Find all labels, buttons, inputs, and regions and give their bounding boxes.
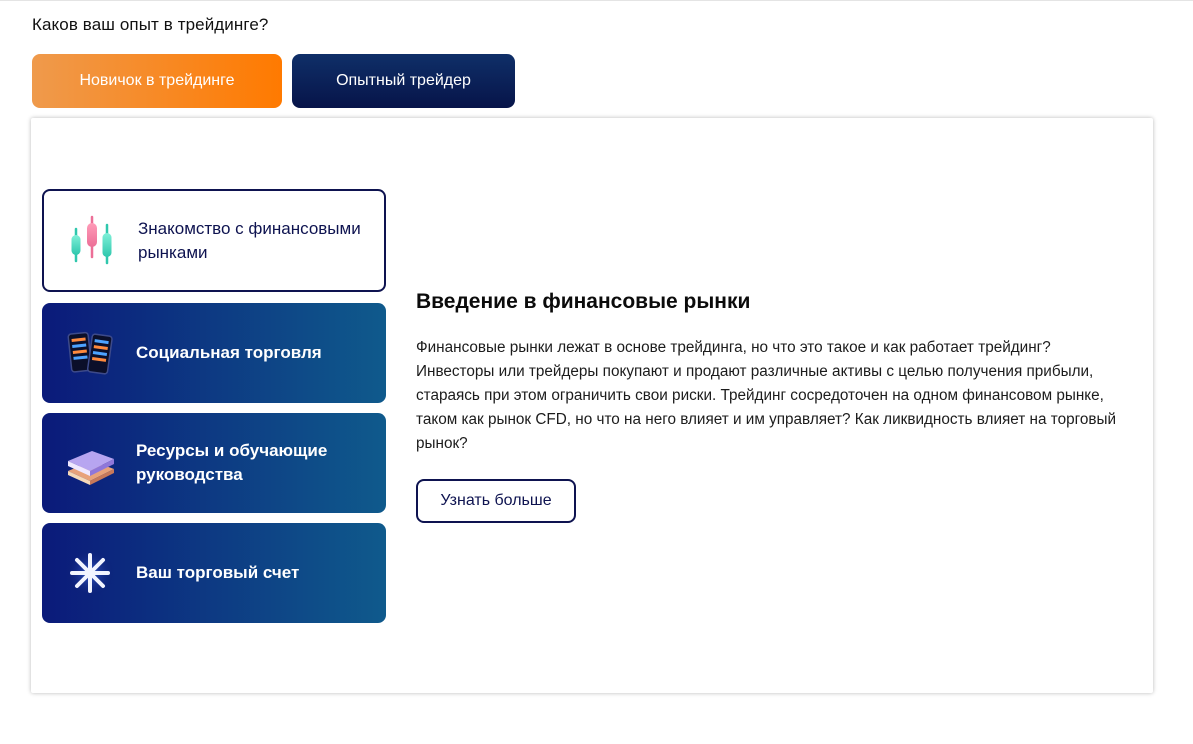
books-icon: [62, 435, 118, 491]
experienced-trader-button[interactable]: Опытный трейдер: [292, 54, 515, 108]
beginner-button[interactable]: Новичок в трейдинге: [32, 54, 282, 108]
learn-more-button[interactable]: Узнать больше: [416, 479, 576, 523]
experience-question: Каков ваш опыт в трейдинге?: [32, 15, 269, 34]
candlestick-chart-icon: [64, 213, 120, 269]
topic-label: Ресурсы и обучающие руководства: [136, 441, 328, 484]
content-body: Финансовые рынки лежат в основе трейдинга, но что это такое и как работает трейдинг? Инвесторы или трейдеры покупают и продают различные активы с целью получения прибыли, стараясь при этом ограничить свои риски. Трейдинг сосредоточен на одном финансовом рынке, таком как рынок CFD, но что на него влияет и им управляет? Как ликвидность влияет на торговый рынок?: [416, 339, 1117, 452]
asterisk-icon: [62, 545, 118, 601]
topic-financial-markets[interactable]: [42, 189, 386, 292]
content-panel: [31, 118, 1153, 693]
topic-social-trading[interactable]: [42, 303, 386, 403]
topic-resources-guides[interactable]: [42, 413, 386, 513]
topic-trading-account[interactable]: [42, 523, 386, 623]
phones-icon: [62, 325, 118, 381]
content-title: Введение в финансовые рынки: [416, 290, 751, 313]
topic-label: Социальная торговля: [136, 343, 322, 362]
topic-label: Знакомство с финансовыми рынками: [138, 218, 361, 262]
topic-content: [416, 290, 1136, 523]
topic-label: Ваш торговый счет: [136, 563, 300, 582]
